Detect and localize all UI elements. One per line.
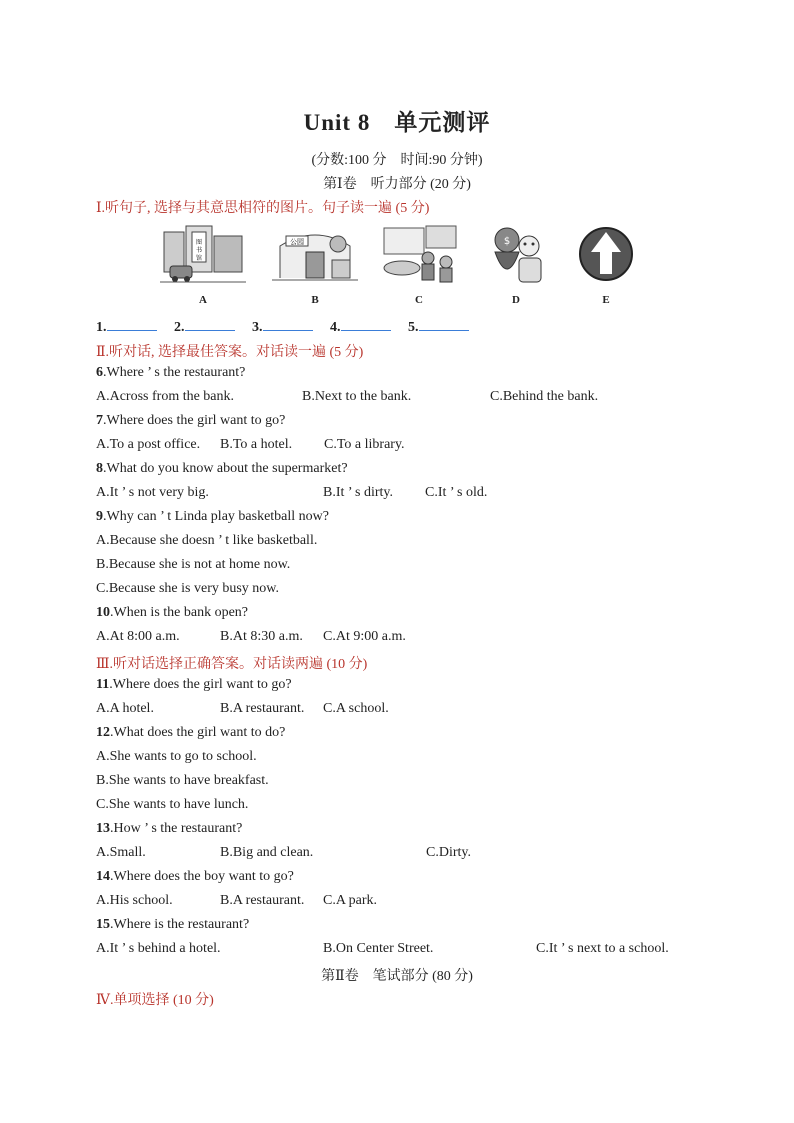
- question-number: 14: [96, 869, 110, 884]
- question-9: [96, 509, 329, 525]
- option-c[interactable]: C.A park.: [323, 893, 378, 908]
- question-text: .Where does the boy want to go?: [110, 869, 294, 884]
- up-arrow-sign-icon: [563, 222, 649, 288]
- section3-heading: Ⅲ.听对话选择正确答案。对话读两遍 (10 分): [96, 657, 368, 672]
- restaurant-scene-icon: [376, 222, 462, 288]
- svg-text:公园: 公园: [290, 238, 304, 246]
- question-text: .What do you know about the supermarket?: [103, 461, 348, 476]
- bank-man-icon: [473, 222, 559, 288]
- library-street-icon: [160, 222, 246, 288]
- blank-num-2: 2.: [174, 320, 185, 335]
- answer-blank-4[interactable]: [341, 317, 391, 331]
- option-b[interactable]: B.On Center Street.: [323, 941, 434, 956]
- svg-text:书: 书: [195, 247, 203, 254]
- blank-num-1: 1.: [96, 320, 107, 335]
- question-number: 12: [96, 725, 110, 740]
- section2-heading: Ⅱ.听对话, 选择最佳答案。对话读一遍 (5 分): [96, 345, 364, 360]
- picture-label-b: B: [311, 294, 319, 306]
- option-9a[interactable]: A.Because she doesn ’ t like basketball.: [96, 533, 318, 548]
- answer-blank-5[interactable]: [419, 317, 469, 331]
- question-6: [96, 365, 245, 381]
- option-b[interactable]: B.A restaurant.: [220, 701, 305, 716]
- option-c[interactable]: C.It ’ s old.: [425, 485, 488, 500]
- question-15: [96, 917, 249, 933]
- blank-num-5: 5.: [408, 320, 419, 335]
- option-12c[interactable]: C.She wants to have lunch.: [96, 797, 249, 812]
- option-a[interactable]: A.His school.: [96, 893, 173, 908]
- option-9b[interactable]: B.Because she is not at home now.: [96, 557, 291, 572]
- option-b[interactable]: B.Big and clean.: [220, 845, 314, 860]
- option-c[interactable]: C.Behind the bank.: [490, 389, 599, 404]
- blank-num-4: 4.: [330, 320, 341, 335]
- option-a[interactable]: A.At 8:00 a.m.: [96, 629, 180, 644]
- question-text: .Where is the restaurant?: [110, 917, 250, 932]
- picture-label-a: A: [199, 294, 207, 306]
- question-number: 7: [96, 413, 103, 428]
- option-b[interactable]: B.To a hotel.: [220, 437, 293, 452]
- blank-num-3: 3.: [252, 320, 263, 335]
- page-title: Unit 8 单元测评: [303, 110, 491, 135]
- question-11: [96, 677, 292, 693]
- answer-blank-2[interactable]: [185, 317, 235, 331]
- part1-heading: 第Ⅰ卷 听力部分 (20 分): [323, 177, 471, 192]
- section4-heading: Ⅳ.单项选择 (10 分): [96, 993, 214, 1008]
- question-number: 10: [96, 605, 110, 620]
- option-a[interactable]: A.It ’ s behind a hotel.: [96, 941, 221, 956]
- option-b[interactable]: B.A restaurant.: [220, 893, 305, 908]
- question-number: 9: [96, 509, 103, 524]
- picture-row: [0, 222, 794, 312]
- question-14: [96, 869, 294, 885]
- question-13: [96, 821, 242, 837]
- question-number: 15: [96, 917, 110, 932]
- question-text: .What does the girl want to do?: [110, 725, 286, 740]
- question-number: 11: [96, 677, 110, 692]
- option-9c[interactable]: C.Because she is very busy now.: [96, 581, 280, 596]
- option-c[interactable]: C.A school.: [323, 701, 389, 716]
- question-10: [96, 605, 248, 621]
- answer-blank-3[interactable]: [263, 317, 313, 331]
- score-time-info: (分数:100 分 时间:90 分钟): [311, 153, 483, 168]
- section1-heading: Ⅰ.听句子, 选择与其意思相符的图片。句子读一遍 (5 分): [96, 201, 430, 216]
- picture-label-e: E: [602, 294, 610, 306]
- svg-text:馆: 馆: [195, 255, 203, 262]
- option-c[interactable]: C.At 9:00 a.m.: [323, 629, 406, 644]
- option-b[interactable]: B.It ’ s dirty.: [323, 485, 393, 500]
- option-a[interactable]: A.It ’ s not very big.: [96, 485, 209, 500]
- question-number: 8: [96, 461, 103, 476]
- svg-text:$: $: [503, 236, 511, 247]
- park-gate-icon: [272, 222, 358, 288]
- answer-blank-1[interactable]: [107, 317, 157, 331]
- picture-label-c: C: [415, 294, 423, 306]
- option-a[interactable]: A.Small.: [96, 845, 146, 860]
- question-number: 6: [96, 365, 103, 380]
- option-a[interactable]: A.To a post office.: [96, 437, 201, 452]
- option-a[interactable]: A.Across from the bank.: [96, 389, 235, 404]
- option-12b[interactable]: B.She wants to have breakfast.: [96, 773, 269, 788]
- picture-label-d: D: [512, 294, 520, 306]
- question-8: [96, 461, 348, 477]
- question-12: [96, 725, 285, 741]
- option-a[interactable]: A.A hotel.: [96, 701, 154, 716]
- svg-text:图: 图: [195, 239, 203, 246]
- answer-blanks-row: [96, 317, 483, 336]
- option-c[interactable]: C.It ’ s next to a school.: [536, 941, 669, 956]
- option-c[interactable]: C.Dirty.: [426, 845, 471, 860]
- question-text: .Where does the girl want to go?: [109, 677, 292, 692]
- question-text: .Where does the girl want to go?: [103, 413, 286, 428]
- question-text: .Where ’ s the restaurant?: [103, 365, 246, 380]
- option-c[interactable]: C.To a library.: [324, 437, 405, 452]
- question-text: .When is the bank open?: [110, 605, 249, 620]
- option-b[interactable]: B.At 8:30 a.m.: [220, 629, 303, 644]
- question-number: 13: [96, 821, 110, 836]
- question-text: .How ’ s the restaurant?: [110, 821, 243, 836]
- option-12a[interactable]: A.She wants to go to school.: [96, 749, 257, 764]
- question-text: .Why can ’ t Linda play basketball now?: [103, 509, 329, 524]
- question-7: [96, 413, 285, 429]
- option-b[interactable]: B.Next to the bank.: [302, 389, 412, 404]
- part2-heading: 第Ⅱ卷 笔试部分 (80 分): [321, 969, 473, 984]
